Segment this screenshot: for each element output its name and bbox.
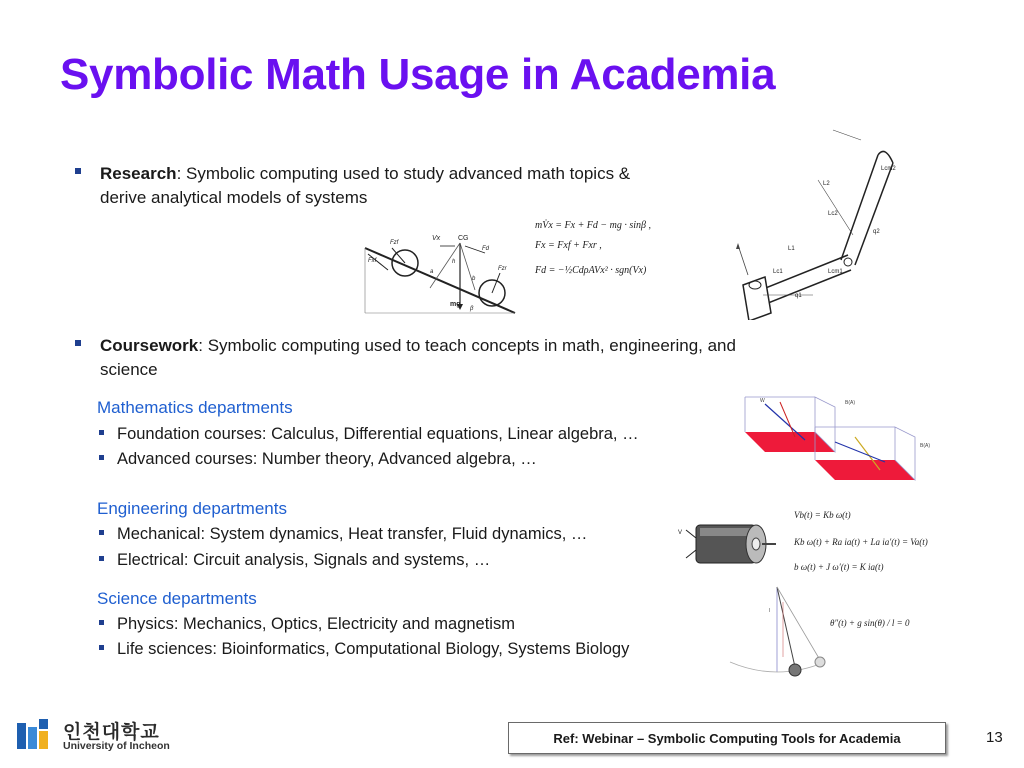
- svg-text:Lc2: Lc2: [828, 211, 838, 217]
- svg-text:Fd: Fd: [482, 246, 490, 252]
- pendulum-image: [725, 582, 835, 682]
- 3d-plane-plots: [735, 392, 945, 482]
- svg-text:Vx: Vx: [432, 235, 441, 242]
- equation-line: b ω(t) + J ω′(t) = K ia(t): [794, 562, 884, 572]
- motor-equations: [792, 505, 967, 575]
- science-course-item: [99, 615, 515, 634]
- university-korean-name: 인천대학교: [63, 722, 160, 743]
- robot-arm-diagram: [733, 125, 903, 320]
- engineering-course-text: Mechanical: System dynamics, Heat transfer, Fluid dynamics, …: [117, 525, 588, 543]
- svg-text:B(A): B(A): [920, 443, 930, 449]
- science-course-item: [99, 640, 629, 659]
- university-emblem-icon: [15, 719, 57, 753]
- svg-text:Fzf: Fzf: [390, 240, 399, 246]
- research-text-line1: : Symbolic computing used to study advanced math topics &: [176, 164, 631, 183]
- science-course-text: Physics: Mechanics, Optics, Electricity and magnetism: [117, 615, 515, 633]
- equation-line: Fx = Fxf + Fxr ,: [535, 240, 602, 251]
- engineering-course-item: [99, 551, 490, 570]
- svg-text:W: W: [760, 398, 765, 404]
- svg-text:B(A): B(A): [845, 400, 855, 406]
- page-number: 13: [986, 729, 1003, 746]
- engineering-course-text: Electrical: Circuit analysis, Signals and systems, …: [117, 551, 491, 569]
- bullet-square: [99, 430, 104, 435]
- incline-vehicle-diagram: [360, 228, 530, 318]
- svg-text:Fxf: Fxf: [368, 258, 377, 264]
- svg-text:Fzr: Fzr: [498, 266, 507, 272]
- pendulum-equation: [828, 602, 928, 642]
- svg-text:Lcm2: Lcm2: [881, 166, 896, 172]
- equation-line: θ″(t) + g sin(θ) / l = 0: [830, 618, 910, 628]
- svg-text:Lcm1: Lcm1: [828, 269, 843, 275]
- science-department-heading: Science departments: [97, 589, 257, 608]
- coursework-text-line2: science: [100, 360, 158, 379]
- research-label: Research: [100, 164, 177, 183]
- svg-text:q1: q1: [795, 293, 802, 299]
- svg-text:Lc1: Lc1: [773, 269, 783, 275]
- equation-line: Kb ω(t) + Ra ia(t) + La ia′(t) = Va(t): [794, 537, 928, 547]
- math-department-heading: Mathematics departments: [97, 398, 293, 417]
- bullet-square: [99, 556, 104, 561]
- math-course-item: [99, 450, 537, 469]
- bullet-square: [75, 168, 81, 174]
- research-text-line2: derive analytical models of systems: [100, 188, 368, 207]
- engineering-course-item: [99, 525, 587, 544]
- university-english-name: University of Incheon: [63, 740, 170, 752]
- equation-line: Fd = −½CdρAVx² · sgn(Vx): [535, 265, 647, 276]
- engineering-department-heading: Engineering departments: [97, 499, 287, 518]
- svg-text:β: β: [470, 306, 474, 312]
- research-bullet: [75, 162, 630, 210]
- svg-text:h: h: [452, 259, 456, 265]
- vehicle-equations: [533, 215, 678, 290]
- coursework-bullet: [75, 334, 736, 382]
- reference-box: Ref: Webinar – Symbolic Computing Tools for Academia: [508, 722, 946, 754]
- dc-motor-image: [678, 510, 778, 570]
- bullet-square: [99, 530, 104, 535]
- svg-text:CG: CG: [458, 235, 469, 242]
- svg-text:L2: L2: [823, 181, 830, 187]
- math-course-item: [99, 425, 639, 444]
- bullet-square: [99, 620, 104, 625]
- svg-text:q2: q2: [873, 229, 880, 235]
- bullet-square: [99, 455, 104, 460]
- equation-line: Vb(t) = Kb ω(t): [794, 510, 851, 520]
- equation-line: mV̇x = Fx + Fd − mg · sinβ ,: [535, 220, 652, 231]
- bullet-square: [99, 645, 104, 650]
- math-course-text: Advanced courses: Number theory, Advanced algebra, …: [117, 450, 537, 468]
- coursework-text-line1: : Symbolic computing used to teach concepts in math, engineering, and: [198, 336, 736, 355]
- svg-text:l: l: [769, 608, 771, 614]
- svg-text:V: V: [678, 530, 683, 536]
- svg-text:mg: mg: [450, 301, 461, 308]
- math-course-text: Foundation courses: Calculus, Differential equations, Linear algebra, …: [117, 425, 639, 443]
- svg-text:L1: L1: [788, 246, 795, 252]
- coursework-label: Coursework: [100, 336, 199, 355]
- university-logo: [15, 715, 175, 757]
- slide-title: Symbolic Math Usage in Academia: [60, 50, 776, 99]
- science-course-text: Life sciences: Bioinformatics, Computational Biology, Systems Biology: [117, 640, 630, 658]
- bullet-square: [75, 340, 81, 346]
- svg-text:b: b: [472, 276, 476, 282]
- svg-text:a: a: [430, 269, 434, 275]
